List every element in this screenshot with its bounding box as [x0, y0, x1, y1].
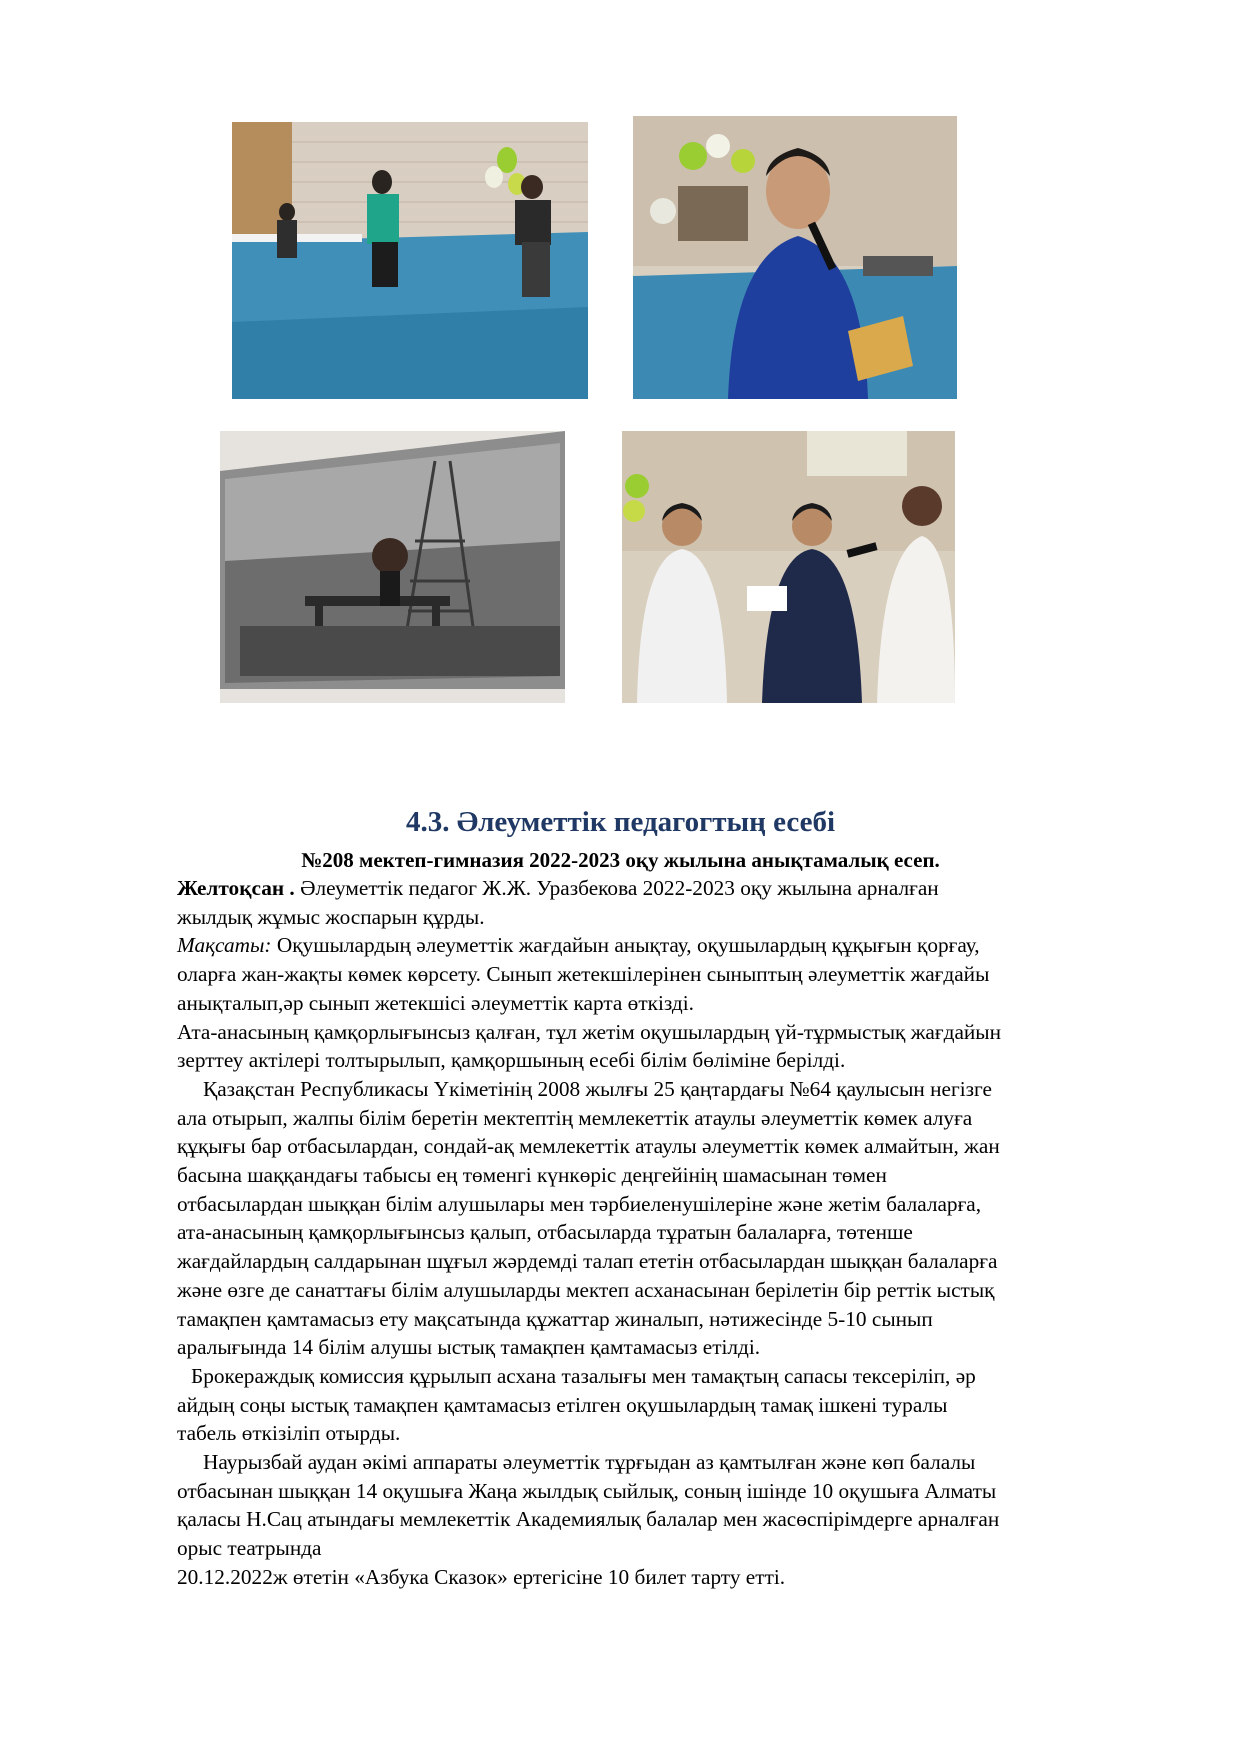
photo-two-young-men-interview	[622, 431, 955, 703]
photo-animated-cartoon-screen	[220, 431, 565, 703]
photo-woman-with-microphone	[633, 116, 957, 399]
photo-two-women-speaking	[232, 122, 588, 399]
photo-two-women-speaking-icon	[232, 122, 588, 399]
paragraph-gifts: Наурызбай аудан әкімі аппараты әлеуметтік тұрғыдан аз қамтылған және көп балалы	[203, 1450, 976, 1475]
paragraph-goal: Мақсаты: Оқушылардың әлеуметтік жағдайын анықтау, оқушылардың құқығын қорғау,	[177, 933, 980, 958]
report-body: Желтоқсан . Әлеуметтік педагог Ж.Ж. Уразбекова 2022-2023 оқу жылына арналған жылдық жұмыс жоспарын құрды. Мақсаты: Оқушылардың әлеуметтік жағдайын анықтау, оқушылардың құқығын қорғау, оларға жан-жақты көмек көрсету. Сынып жетекшілерінен сыныптың әлеуметтік жағдайы анықталып,әр сынып жетекшісі әлеуметтік карта өткізді. Ата-анасының қамқорлығынсыз қалған, тұл жетім оқушылардың үй-тұрмыстық жағдайын зерттеу актілері толтырылып, қамқоршының есебі білім бөліміне берілді. Қазақстан Республикасы Үкіметінің 2008 жылғы 25 қаңтардағы №64 қаулысын негізге ала отырып, жалпы білім беретін мектептің мемлекеттік атаулы әлеуметтік көмек алуға құқығы бар отбасылардан, сондай-ақ мемлекеттік атаулы әлеуметтік көмек алмайтын, жан басына шаққандағы табысы ең төменгі күнкөріс деңгейінің шамасынан төмен отбасылардан шыққан білім алушылары мен тәрбиеленушілеріне және жетім балаларға, ата-анасының қамқорлығынсыз қалып, отбасыларда тұратын балаларға, төтенше жағдайлардың салдарынан шұғыл жәрдемді талап ететін отбасылардан шыққан балаларға және өзге де санаттағы білім алушыларды мектеп асханасынан берілетін бір реттік ыстық тамақпен қамтамасыз ету мақсатында құжаттар жиналып, нәтижесінде 5-10 сынып аралығында 14 білім алушы ыстық тамақпен қамтамасыз етілді. Брокераждық комиссия құрылып асхана тазалығы мен тамақтың сапасы тексеріліп, әр айдың соңы ыстық тамақпен қамтамасыз етілген оқушылардың тамақ ішкені туралы табель өткізіліп отырды. Наурызбай аудан әкімі аппараты әлеуметтік тұрғыдан аз қамтылған және көп балалы отбасынан шыққан 14 оқушыға Жаңа жылдық сыйлық, соның ішінде 10 оқушыға Алматы қаласы Н.Сац атындағы мемлекеттік Академиялық балалар мен жасөспірімдерге арналған орыс театрында 20.12.2022ж өтетін «Азбука Сказок» ертегісіне 10 билет тарту етті.	[177, 874, 1157, 1592]
paragraph-hot-meals: Қазақстан Республикасы Үкіметінің 2008 жылғы 25 қаңтардағы №64 қаулысын негізге	[203, 1076, 992, 1101]
photo-woman-with-microphone-icon	[633, 116, 957, 399]
month-label: Желтоқсан .	[177, 876, 295, 900]
photo-two-young-men-interview-icon	[622, 431, 955, 703]
report-subtitle: №208 мектеп-гимназия 2022-2023 оқу жылына анықтамалық есеп.	[301, 848, 940, 872]
paragraph-december: Желтоқсан . Әлеуметтік педагог Ж.Ж. Уразбекова 2022-2023 оқу жылына арналған	[177, 876, 939, 900]
section-title: 4.3. Әлеуметтік педагогтың есебі	[405, 806, 836, 838]
paragraph-commission: Брокераждық комиссия құрылып асхана тазалығы мен тамақтың сапасы тексеріліп, әр	[191, 1363, 976, 1388]
goal-label: Мақсаты:	[177, 933, 272, 958]
paragraph-orphans: Ата-анасының қамқорлығынсыз қалған, тұл жетім оқушылардың үй-тұрмыстық жағдайын	[177, 1019, 1002, 1044]
photo-animated-cartoon-on-screen-icon	[220, 431, 565, 703]
